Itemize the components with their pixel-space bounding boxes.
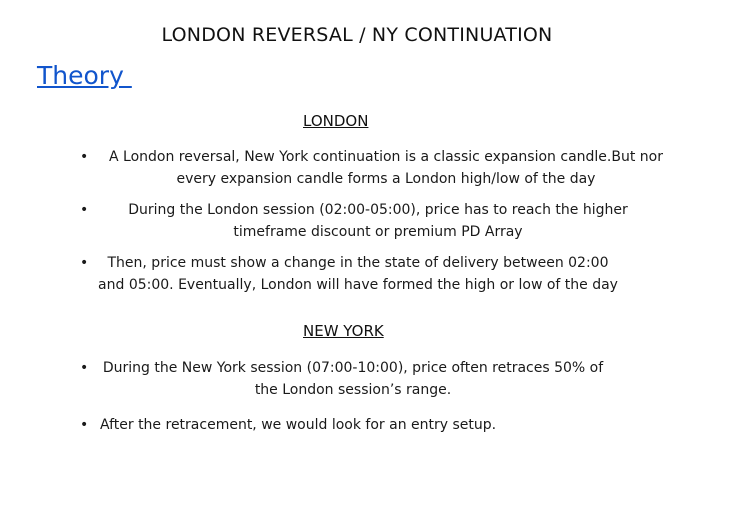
list-item: [80, 199, 662, 243]
page-title: LONDON REVERSAL / NY CONTINUATION: [161, 24, 553, 46]
bullet-marker: •: [80, 417, 89, 433]
bullet-text: During the New York session (07:00-10:00), price often retraces 50% of the London session’s range.: [102, 360, 604, 398]
bullet-text: During the London session (02:00-05:00), price has to reach the higher timeframe discount or premium PD Array: [128, 202, 628, 240]
bullet-text: Then, price must show a change in the state of delivery between 02:00 and 05:00. Eventually, London will have formed the high or low of the day: [98, 255, 618, 293]
list-item: [80, 414, 520, 436]
bullet-text: After the retracement, we would look for an entry setup.: [100, 417, 497, 433]
bullet-marker: •: [80, 360, 89, 376]
bullet-marker: •: [80, 202, 89, 218]
theory-link[interactable]: Theory: [37, 61, 132, 90]
bullet-marker: •: [80, 149, 89, 165]
bullet-text: A London reversal, New York continuation is a classic expansion candle.But nor every expansion candle forms a London high/low of the day: [109, 149, 663, 187]
bullet-marker: •: [80, 255, 89, 271]
list-item: [80, 146, 678, 190]
list-item: [80, 357, 612, 401]
section-heading-new-york: NEW YORK: [303, 322, 384, 340]
list-item: [80, 252, 622, 296]
section-heading-london: LONDON: [303, 112, 369, 130]
